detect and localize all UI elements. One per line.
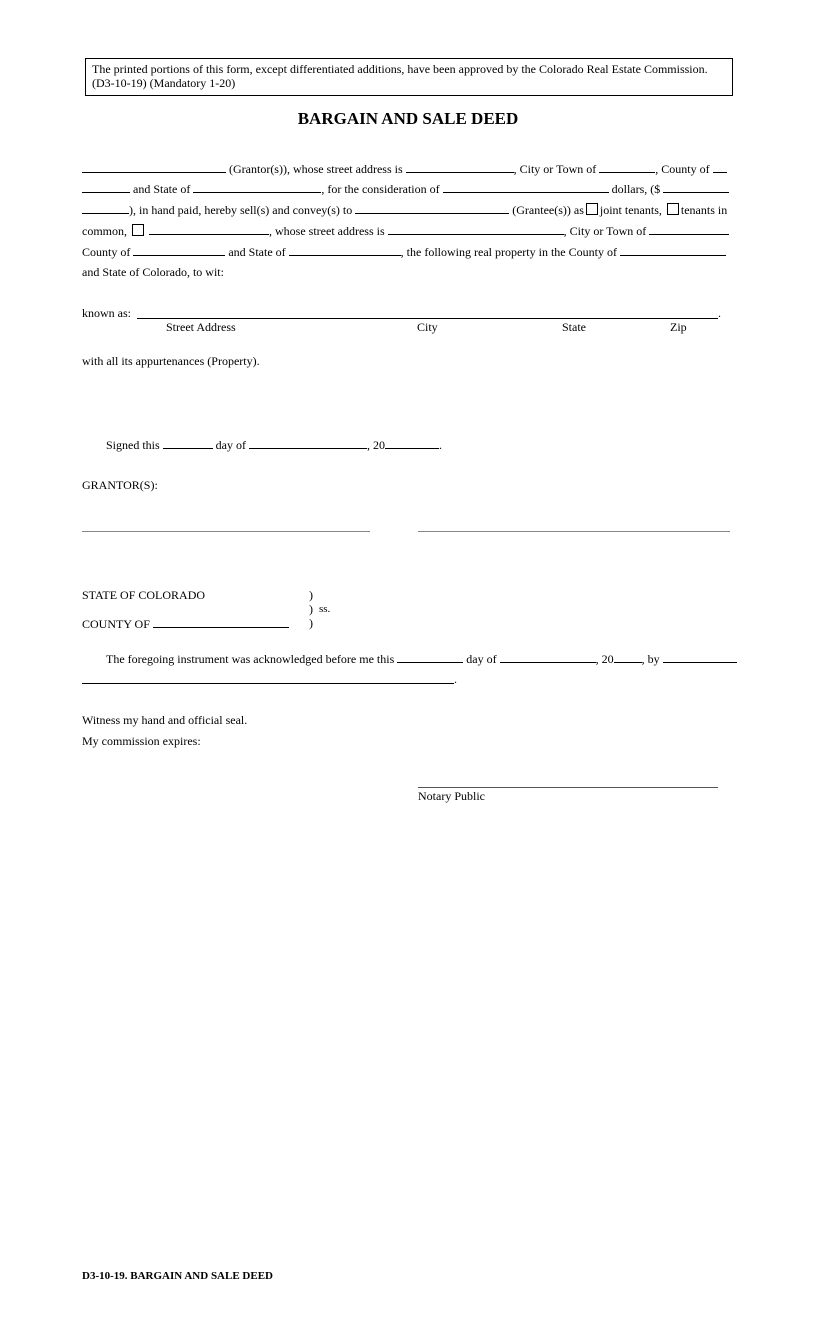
city-town-text: , City or Town of xyxy=(513,162,597,176)
county-of-text: , County of xyxy=(655,162,710,176)
notice-line-1: The printed portions of this form, except differentiated additions, have been approved by the Colorado Real Estate Commission. xyxy=(92,62,708,76)
dollars-text: dollars, ($ xyxy=(611,182,661,196)
state-of-colorado-text: STATE OF COLORADO xyxy=(82,588,206,602)
venue-paren-1: ) xyxy=(309,588,313,602)
grantor-county-field-cont[interactable] xyxy=(82,181,130,193)
signed-day-field[interactable] xyxy=(163,437,213,449)
joint-tenants-text: joint tenants, xyxy=(599,203,662,217)
zip-caption: Zip xyxy=(670,320,687,334)
consideration-text: , for the consideration of xyxy=(321,182,440,196)
known-as-period: . xyxy=(718,306,721,320)
appurtenances-text: with all its appurtenances (Property). xyxy=(82,354,260,368)
tenants-in-text: tenants in xyxy=(680,203,728,217)
acknowledgment-text: The foregoing instrument was acknowledged before me this xyxy=(106,652,395,666)
signed-month-field[interactable] xyxy=(249,437,367,449)
other-tenancy-checkbox[interactable] xyxy=(132,224,144,236)
signed-period: . xyxy=(439,438,442,452)
witness-text: Witness my hand and official seal. xyxy=(82,713,248,727)
grantee-state-field[interactable] xyxy=(289,244,401,256)
and-state-of-text-2: and State of xyxy=(228,245,286,259)
notary-public-caption: Notary Public xyxy=(418,789,485,803)
ack-by-field-cont[interactable] xyxy=(82,683,454,684)
state-caption: State xyxy=(562,320,586,334)
venue-county-field[interactable] xyxy=(153,616,289,628)
common-text: common, xyxy=(82,224,127,238)
consideration-amount-field-cont[interactable] xyxy=(82,202,129,214)
tenants-in-common-checkbox[interactable] xyxy=(667,203,679,215)
ack-month-field[interactable] xyxy=(500,651,596,663)
body-line-3 xyxy=(82,202,727,217)
grantors-label: GRANTOR(S): xyxy=(82,478,158,492)
grantee-address-field[interactable] xyxy=(388,223,564,235)
joint-tenants-checkbox[interactable] xyxy=(586,203,598,215)
and-state-of-text: and State of xyxy=(133,182,191,196)
signed-year-prefix: , 20 xyxy=(367,438,385,452)
signed-this-text: Signed this xyxy=(106,438,160,452)
notice-line-2: (D3-10-19) (Mandatory 1-20) xyxy=(92,76,236,90)
venue-paren-3: ) xyxy=(309,616,313,630)
hand-paid-text: ), in hand paid, hereby sell(s) and convey(s) to xyxy=(129,203,353,217)
ack-period: . xyxy=(454,672,457,686)
signed-line xyxy=(106,437,442,452)
ack-year-prefix: , 20 xyxy=(595,652,614,666)
grantor-signature-line-1[interactable] xyxy=(82,531,370,532)
other-tenancy-field[interactable] xyxy=(149,223,269,235)
commission-text: My commission expires: xyxy=(82,734,201,748)
state-colorado-text: and State of Colorado, to wit: xyxy=(82,265,224,279)
county-of-venue-text: COUNTY OF xyxy=(82,617,150,631)
ack-day-field[interactable] xyxy=(397,651,463,663)
street-address-caption: Street Address xyxy=(166,320,236,334)
acknowledgment-line xyxy=(106,651,737,666)
consideration-words-field[interactable] xyxy=(443,181,609,193)
known-as-label: known as: xyxy=(82,306,131,320)
grantor-city-field[interactable] xyxy=(599,161,655,173)
following-property-text: , the following real property in the County of xyxy=(400,245,617,259)
page-footer: D3-10-19. BARGAIN AND SALE DEED xyxy=(82,1270,273,1282)
whose-address-text: , whose street address is xyxy=(269,224,385,238)
ss-text: ss. xyxy=(319,603,331,615)
approval-notice xyxy=(85,58,733,96)
ack-by-field[interactable] xyxy=(663,651,737,663)
county-of-venue-line xyxy=(82,616,289,631)
consideration-amount-field[interactable] xyxy=(663,181,729,193)
grantor-name-field[interactable] xyxy=(82,161,226,173)
body-line-2 xyxy=(82,181,729,196)
notary-signature-line[interactable] xyxy=(418,787,718,788)
ack-day-of-text: day of xyxy=(466,652,497,666)
grantor-county-field[interactable] xyxy=(713,161,727,173)
grantee-county-field[interactable] xyxy=(133,244,225,256)
county-of-text-2: County of xyxy=(82,245,131,259)
ack-by-text: , by xyxy=(641,652,660,666)
page-title: BARGAIN AND SALE DEED xyxy=(297,109,519,128)
property-county-field[interactable] xyxy=(620,244,726,256)
signed-year-field[interactable] xyxy=(385,437,439,449)
body-line-5 xyxy=(82,244,726,259)
city-caption: City xyxy=(417,320,438,334)
ack-year-field[interactable] xyxy=(614,651,642,663)
grantee-name-field[interactable] xyxy=(355,202,509,214)
grantor-state-field[interactable] xyxy=(193,181,321,193)
body-line-1 xyxy=(82,161,727,176)
signed-day-of-text: day of xyxy=(215,438,246,452)
grantee-as-text: (Grantee(s)) as xyxy=(512,203,584,217)
grantors-text: (Grantor(s)), whose street address is xyxy=(229,162,403,176)
grantor-address-field[interactable] xyxy=(406,161,514,173)
property-address-line[interactable] xyxy=(137,318,718,319)
grantee-city-field[interactable] xyxy=(649,223,729,235)
grantor-signature-line-2[interactable] xyxy=(418,531,730,532)
venue-paren-2: ) xyxy=(309,602,313,616)
city-town-text-2: , City or Town of xyxy=(563,224,647,238)
body-line-4 xyxy=(82,223,729,238)
